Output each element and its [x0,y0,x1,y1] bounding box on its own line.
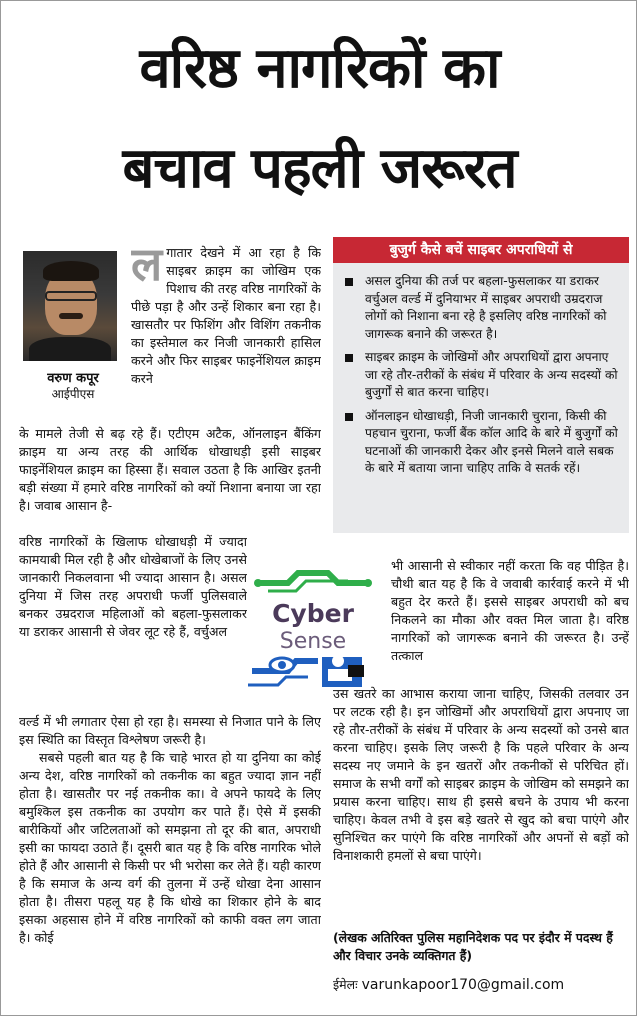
article-paragraph-1-left: वरिष्ठ नागरिकों के खिलाफ धोखाधड़ी में ज्यादा कामयाबी मिल रही है और धोखेबाजों के लिए उनसे जानकारी निकलवाना भी ज्यादा आसान है। असल दुनिया में जिस तरह अपराधी फर्जी पुलिसवाले बनकर उम्रदराज महिलाओं को बहला-फुसलाकर या डराकर आसानी से जेवर लूट रहे हैं, वर्चुअल [19,534,247,639]
sidebar-box [333,237,629,533]
author-name: वरुण कपूर [47,371,99,386]
headline-line-2: बचाव पहली जरूरत [122,136,517,201]
sidebar-heading: बुजुर्ग कैसे बचें साइबर अपराधियों से [333,237,629,263]
logo-cyber-text: Cyber [272,599,354,628]
author-photo [23,251,117,361]
article-paragraph-3: उस खतरे का आभास कराया जाना चाहिए, जिसकी तलवार उन पर लटक रही है। इन जोखिमों और अपराधियों द्वारा अपनाए जा रहे तौर-तरीकों के संबंध में परिवार के अन्य सदस्यों को उनसे बात करना चाहिए। इसके लिए जरूरी है कि पहले परिवार के अन्य सदस्य नए जमाने के इन खतरों और तकनीकों से परिचित हों। समाज के सभी वर्गों को साइबर क्राइम के जोखिम को समझने का प्रयास करना चाहिए। साथ ही इससे बचने के उपाय भी करना चाहिए। केवल तभी वे इस बड़े खतरे से खुद को बचा पाएंगे और सुनिश्चित कर पाएंगे कि वरिष्ठ नागरिकों और अपनों से बड़ों को विनाशकारी हमलों से बचा पाएंगे। [333,686,629,863]
sidebar-list [343,273,621,484]
article-paragraph-1-top: लगातार देखने में आ रहा है कि साइबर क्राइम का जोखिम एक पिशाच की तरह वरिष्ठ नागरिकों के पीछे पड़ा है और उन्हें शिकार बना रहा है। खासतौर पर फिशिंग और विशिंग तकनीक का इस्तेमाल कर निजी जानकारी हासिल करने और फिर साइबर फाइनेंशियल क्राइम करने [131,244,321,386]
article-paragraph-1-end: वर्ल्ड में भी लगातार ऐसा हो रहा है। समस्या से निजात पाने के लिए इस स्थिति का विस्तृत विश्लेषण जरूरी है। [19,714,321,747]
author-title: आईपीएस [51,387,95,401]
author-email [333,975,629,995]
article-paragraph-1-full: के मामले तेजी से बढ़ रहे हैं। एटीएम अटैक, ऑनलाइन बैंकिंग क्राइम या अन्य तरह की आर्थिक धोखाधड़ी इसी साइबर फाइनेंशियल क्राइम का हिस्सा हैं। सवाल उठता है कि आखिर इतनी बड़ी संख्या में हमारे वरिष्ठ नागरिकों को क्यों निशाना बनाया जा रहा है। जवाब आसान है- [19,426,321,513]
sidebar-item: साइबर क्राइम के जोखिमों और अपराधियों द्वारा अपनाए जा रहे तौर-तरीकों के संबंध में परिवार के अन्य सदस्यों को बुजुर्गों से बात करना चाहिए। [343,349,621,402]
sidebar-item: असल दुनिया की तर्ज पर बहला-फुसलाकर या डराकर वर्चुअल वर्ल्ड में दुनियाभर में साइबर अपराधी उम्रदराज लोगों को निशाना बना रहे है इसलिए वरिष्ठ नागरिकों को जागरूक बनाने की जरूरत है। [343,273,621,343]
logo-sense-text: Sense [279,629,347,654]
sidebar-item: ऑनलाइन धोखाधड़ी, निजी जानकारी चुराना, किसी की पहचान चुराना, फर्जी बैंक कॉल आदि के बारे में बुजुर्गों को घटनाओं की जानकारी देकर और इनसे मिलने वाले सबक के बारे में बताया जाना चाहिए ताकि वे सतर्क रहें। [343,408,621,478]
email-address: varunkapoor170@gmail.com [361,977,565,993]
article-paragraph-3-top: भी आसानी से स्वीकार नहीं करता कि वह पीड़ित है। चौथी बात यह है कि वे जवाबी कार्रवाई करने में भी बहुत देर करते हैं। इससे साइबर अपराधी को बच निकलने का मौका और वक्त मिल जाता है। वरिष्ठ नागरिकों को जागरूक बनाने की जरूरत है। उन्हें तत्काल [391,558,629,663]
author-footnote: (लेखक अतिरिक्त पुलिस महानिदेशक पद पर इंदौर में पदस्थ हैं और विचार उनके व्यक्तिगत हैं) [333,930,613,963]
headline-line-1: वरिष्ठ नागरिकों का [139,36,500,101]
cyber-sense-logo [248,561,378,701]
square-bullet-icon [345,413,353,421]
square-bullet-icon [345,278,353,286]
email-label: ईमेलः [333,977,358,992]
drop-cap: ल [131,244,163,291]
square-bullet-icon [345,354,353,362]
article-paragraph-2: सबसे पहली बात यह है कि चाहे भारत हो या दुनिया का कोई अन्य देश, वरिष्ठ नागरिकों को तकनीक का बहुत ज्यादा ज्ञान नहीं होता है। खासतौर पर नई तकनीक का। वे अपने फायदे के लिए बमुश्किल इस तकनीक का उपयोग कर पाते हैं। ऐसे में इसकी बारीकियों और जटिलताओं को समझना तो दूर की बात, अपराधी इसी का फायदा उठाते हैं। दूसरी बात यह है कि वरिष्ठ नागरिक भोले होते हैं और आसानी से किसी पर भी भरोसा कर लेते हैं। यही कारण है कि समाज के अन्य वर्ग की तुलना में उन्हें धोखा देना आसान होता है। तीसरा पहलू यह है कि धोखे का शिकार होने के बाद इसका अहसास होने में वरिष्ठ नागरिकों को काफी वक्त लग जाता है। कोई [19,750,321,945]
